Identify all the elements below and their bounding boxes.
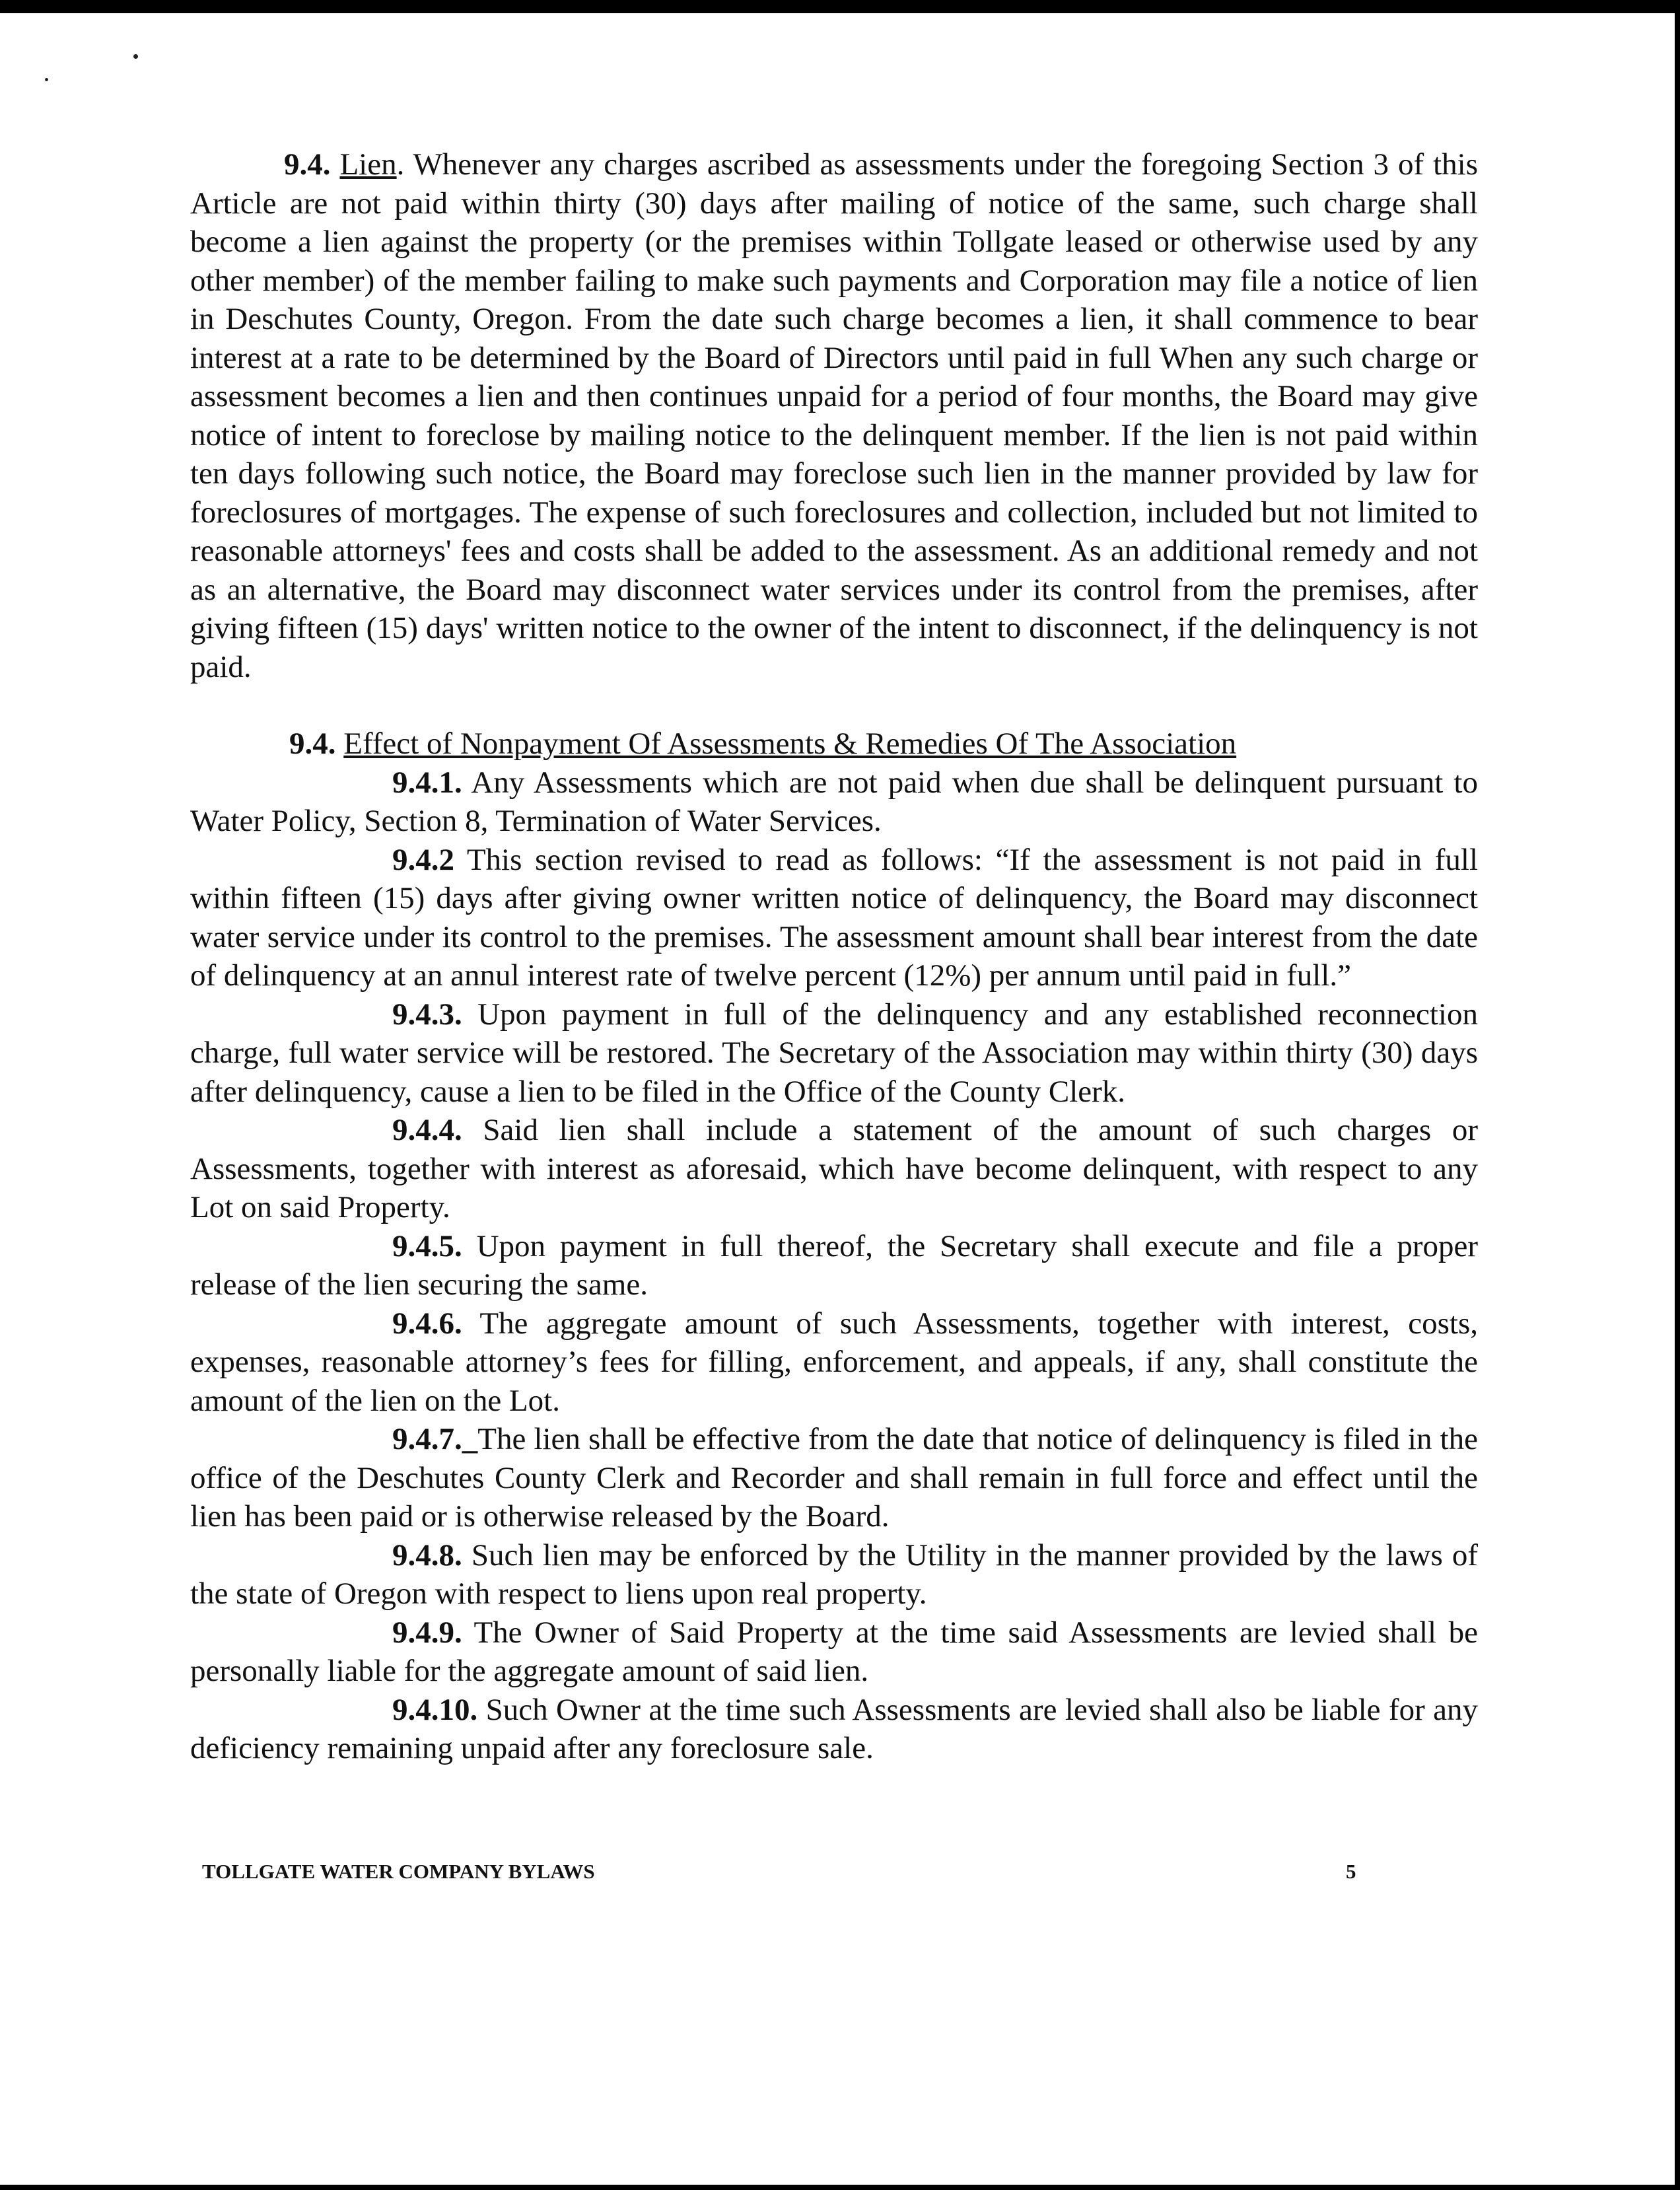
subsection-number: 9.4.5. [392, 1228, 462, 1263]
subsection-text: The Owner of Said Property at the time said Assessments are levied shall be personally liable for the aggregate amount of said lien. [190, 1615, 1478, 1688]
document-body [190, 145, 1478, 1768]
scan-speck [45, 78, 48, 81]
subsection-9-4-10 [190, 1691, 1478, 1768]
subsection-9-4-9 [190, 1613, 1478, 1691]
subsection-number: 9.4.8. [392, 1537, 462, 1572]
subsection-text: Such lien may be enforced by the Utility in the manner provided by the laws of the state of Oregon with respect to liens upon real property. [190, 1537, 1478, 1611]
subsection-number: 9.4.1. [392, 765, 462, 800]
footer-title: TOLLGATE WATER COMPANY BYLAWS [202, 1860, 595, 1883]
section-effect-heading [190, 724, 1478, 763]
scan-bottom-border [0, 2185, 1680, 2190]
subsection-number: 9.4.2 [392, 842, 454, 877]
subsection-9-4-4 [190, 1111, 1478, 1227]
subsection-number: 9.4.4. [392, 1113, 462, 1147]
section-number: 9.4. [289, 726, 336, 761]
subsection-text: The lien shall be effective from the date that notice of delinquency is filed in the office of the Deschutes County Clerk and Recorder and shall remain in full force and effect until the lien has been paid or is otherwise released by the Board. [190, 1422, 1478, 1534]
subsection-text: This section revised to read as follows: “If the assessment is not paid in full within fifteen (15) days after giving owner written notice of delinquency, the Board may disconnect water service under its control to the premises. The assessment amount shall bear interest from the date of delinquency at an annul interest rate of twelve percent (12%) per annum until paid in full.” [190, 842, 1478, 993]
subsection-text: Upon payment in full thereof, the Secretary shall execute and file a proper release of the lien securing the same. [190, 1228, 1478, 1302]
section-number: 9.4. [284, 147, 331, 182]
subsection-number: 9.4.6. [392, 1306, 462, 1341]
subsection-9-4-6 [190, 1304, 1478, 1421]
section-title: Lien [339, 147, 397, 182]
section-title: Effect of Nonpayment Of Assessments & Remedies Of The Association [343, 726, 1237, 761]
subsection-text: Any Assessments which are not paid when due shall be delinquent pursuant to Water Policy, Section 8, Termination of Water Services. [190, 765, 1478, 838]
subsection-9-4-2 [190, 841, 1478, 995]
subsection-text: Upon payment in full of the delinquency and any established reconnection charge, full water service will be restored. The Secretary of the Association may within thirty (30) days after delinquency, cause a lien to be filed in the Office of the County Clerk. [190, 997, 1478, 1109]
subsection-9-4-8 [190, 1536, 1478, 1613]
scan-top-border [0, 0, 1680, 13]
subsection-9-4-5 [190, 1227, 1478, 1304]
subsection-text: Said lien shall include a statement of the amount of such charges or Assessments, together with interest as aforesaid, which have become delinquent, with respect to any Lot on said Property. [190, 1113, 1478, 1224]
subsection-text: Such Owner at the time such Assessments are levied shall also be liable for any deficiency remaining unpaid after any foreclosure sale. [190, 1692, 1478, 1765]
section-lien-paragraph [190, 145, 1478, 686]
subsection-9-4-1 [190, 763, 1478, 841]
page-number: 5 [1346, 1860, 1356, 1883]
section-text: . Whenever any charges ascribed as assessments under the foregoing Section 3 of this Article are not paid within thirty (30) days after mailing of notice of the same, such charge shall become a lien against the property (or the premises within Tollgate leased or otherwise used by any other member) of the member failing to make such payments and Corporation may file a notice of lien in Deschutes County, Oregon. From the date such charge becomes a lien, it shall commence to bear interest at a rate to be determined by the Board of Directors until paid in full When any such charge or assessment becomes a lien and then continues unpaid for a period of four months, the Board may give notice of intent to foreclose by mailing notice to the delinquent member. If the lien is not paid within ten days following such notice, the Board may foreclose such lien in the manner provided by law for foreclosures of mortgages. The expense of such foreclosures and collection, included but not limited to reasonable attorneys' fees and costs shall be added to the assessment. As an additional remedy and not as an alternative, the Board may disconnect water services under its control from the premises, after giving fifteen (15) days' written notice to the owner of the intent to disconnect, if the delinquency is not paid. [190, 147, 1479, 684]
scan-right-border [1675, 0, 1680, 2190]
subsection-number: 9.4.10. [392, 1692, 478, 1727]
subsection-number: 9.4.3. [392, 997, 462, 1032]
subsection-text: The aggregate amount of such Assessments, together with interest, costs, expenses, reasonable attorney’s fees for filling, enforcement, and appeals, if any, shall constitute the amount of the lien on the Lot. [190, 1306, 1478, 1418]
subsection-number: 9.4.7._ [392, 1422, 478, 1456]
subsection-9-4-3 [190, 995, 1478, 1112]
scan-speck [133, 54, 138, 59]
subsection-number: 9.4.9. [392, 1615, 462, 1650]
subsection-9-4-7 [190, 1420, 1478, 1536]
